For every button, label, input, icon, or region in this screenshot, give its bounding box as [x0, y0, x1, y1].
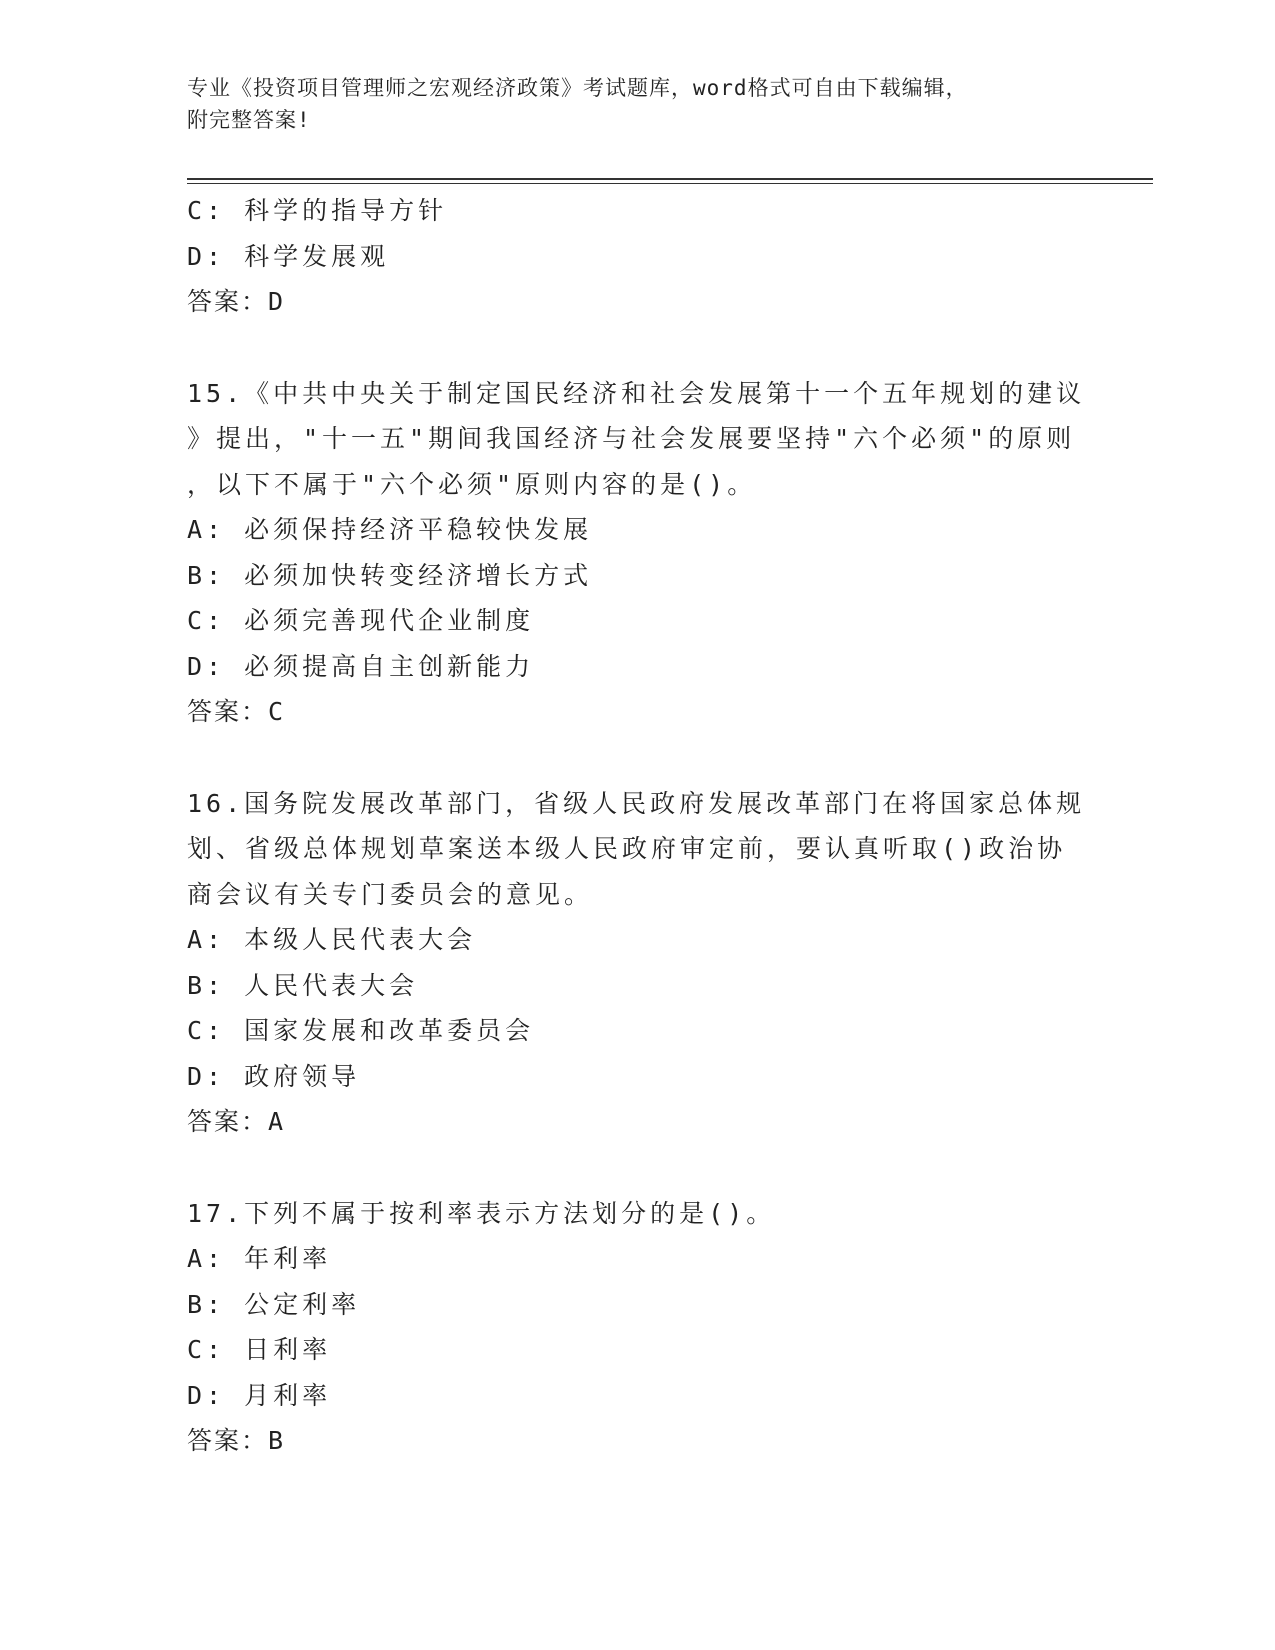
option-a: A: 年利率: [187, 1244, 332, 1273]
answer-line: 答案：C: [187, 697, 286, 726]
question-15: [187, 371, 1087, 735]
option-c: C: 日利率: [187, 1335, 332, 1364]
document-header: [187, 72, 1067, 136]
question-stem-line: 15.《中共中央关于制定国民经济和社会发展第十一个五年规划的建议: [187, 378, 1086, 408]
option-d: D: 月利率: [187, 1380, 332, 1410]
question-16: [187, 781, 1087, 1145]
option-b: B: 公定利率: [187, 1289, 361, 1319]
option-b: B: 必须加快转变经济增长方式: [187, 560, 593, 590]
question-stem-line: 》提出，"十一五"期间我国经济与社会发展要坚持"六个必须"的原则: [187, 424, 1076, 453]
partial-question: [187, 188, 1087, 325]
answer-line: 答案：D: [187, 287, 286, 316]
option-a: A: 本级人民代表大会: [187, 925, 477, 954]
header-line-2: 附完整答案!: [187, 108, 311, 132]
option-d: D: 科学发展观: [187, 241, 390, 271]
option-c: C: 必须完善现代企业制度: [187, 606, 535, 635]
question-stem-line: 划、省级总体规划草案送本级人民政府审定前，要认真听取()政治协: [187, 834, 1067, 863]
option-c: C: 科学的指导方针: [187, 196, 448, 225]
answer-line: 答案：A: [187, 1107, 286, 1136]
question-stem-line: ，以下不属于"六个必须"原则内容的是()。: [187, 469, 757, 499]
question-list: [187, 188, 1087, 1464]
answer-line: 答案：B: [187, 1426, 286, 1455]
question-17: [187, 1191, 1087, 1464]
option-a: A: 必须保持经济平稳较快发展: [187, 515, 593, 544]
option-c: C: 国家发展和改革委员会: [187, 1016, 535, 1045]
option-d: D: 政府领导: [187, 1061, 361, 1091]
question-stem-line: 17.下列不属于按利率表示方法划分的是()。: [187, 1198, 776, 1228]
question-stem-line: 商会议有关专门委员会的意见。: [187, 879, 594, 909]
header-divider-thin: [187, 183, 1153, 184]
header-line-1: 专业《投资项目管理师之宏观经济政策》考试题库，word格式可自由下载编辑，: [187, 76, 968, 100]
option-b: B: 人民代表大会: [187, 970, 419, 1000]
header-divider-thick: [187, 178, 1153, 180]
option-d: D: 必须提高自主创新能力: [187, 651, 535, 681]
question-stem-line: 16.国务院发展改革部门，省级人民政府发展改革部门在将国家总体规: [187, 788, 1086, 818]
